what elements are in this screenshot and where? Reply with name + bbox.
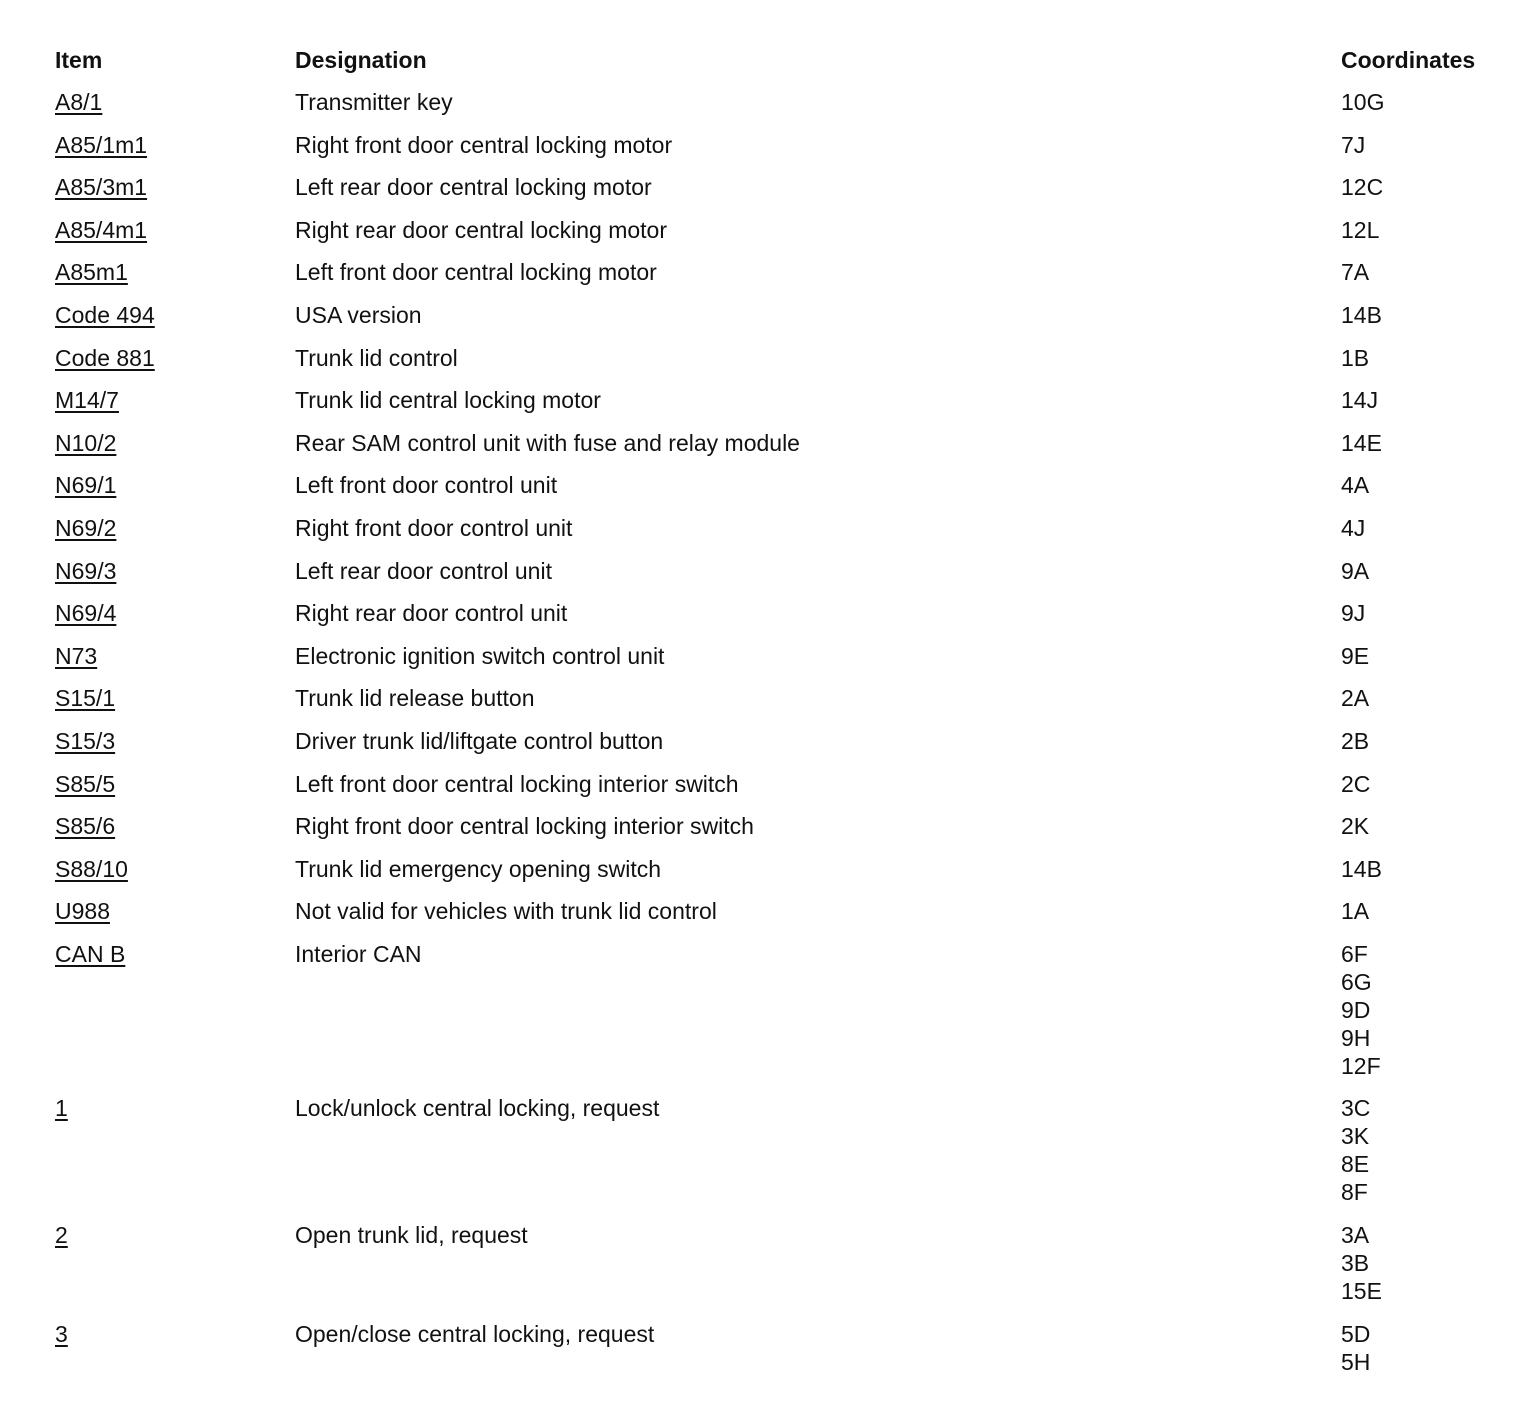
table-row (55, 770, 1515, 813)
designation-cell: Left front door control unit (295, 472, 558, 499)
coordinates-cell (1341, 940, 1515, 1095)
designation-cell: Left front door central locking interior switch (295, 770, 739, 797)
table-row (55, 940, 1515, 1095)
item-cell (55, 855, 295, 898)
item-link[interactable]: Code 494 (55, 301, 155, 328)
designation-cell: Right rear door central locking motor (295, 216, 667, 243)
coordinate-value: 2A (1341, 685, 1370, 712)
item-link[interactable]: A85/1m1 (55, 131, 148, 158)
coordinate-value: 6G (1341, 968, 1372, 995)
coordinates-cell (1341, 386, 1515, 429)
coordinates-column-header: Coordinates (1341, 47, 1476, 73)
designation-cell: Left rear door central locking motor (295, 174, 652, 201)
coordinates-cell (1341, 471, 1515, 514)
item-cell (55, 173, 295, 216)
table-row (55, 173, 1515, 216)
coordinate-value: 5H (1341, 1348, 1371, 1375)
legend-table-header (55, 46, 1515, 88)
designation-cell: Transmitter key (295, 89, 453, 115)
item-cell (55, 386, 295, 429)
coordinate-value: 4A (1341, 472, 1370, 499)
coordinate-value: 3C (1341, 1095, 1371, 1122)
coordinates-cell (1341, 258, 1515, 301)
item-link[interactable]: 1 (55, 1095, 68, 1122)
item-link[interactable]: S15/3 (55, 727, 116, 754)
coordinates-cell (1341, 514, 1515, 557)
item-link[interactable]: N10/2 (55, 429, 117, 456)
designation-cell: Rear SAM control unit with fuse and relay module (295, 429, 800, 456)
item-cell (55, 258, 295, 301)
coordinate-value: 3K (1341, 1123, 1370, 1150)
item-link[interactable]: A8/1 (55, 89, 103, 115)
coordinate-value: 12C (1341, 174, 1384, 201)
item-link[interactable]: M14/7 (55, 387, 119, 414)
coordinate-value: 2B (1341, 727, 1370, 754)
item-cell (55, 1221, 295, 1320)
item-link[interactable]: S88/10 (55, 855, 128, 882)
table-row (55, 1320, 1515, 1391)
coordinate-value: 3B (1341, 1250, 1370, 1277)
item-link[interactable]: S85/5 (55, 770, 116, 797)
item-link[interactable]: A85m1 (55, 259, 128, 286)
coordinates-cell (1341, 429, 1515, 472)
coordinate-value: 15E (1341, 1278, 1382, 1305)
table-row (55, 429, 1515, 472)
table-row (55, 301, 1515, 344)
coordinates-cell (1341, 557, 1515, 600)
item-cell (55, 88, 295, 131)
coordinates-cell (1341, 216, 1515, 259)
item-cell (55, 514, 295, 557)
designation-column-header: Designation (295, 47, 427, 73)
item-cell (55, 1320, 295, 1391)
coordinate-value: 4J (1341, 514, 1366, 541)
coordinates-cell (1341, 344, 1515, 387)
designation-cell: Right front door central locking interior switch (295, 813, 754, 840)
table-row (55, 88, 1515, 131)
item-link[interactable]: A85/3m1 (55, 174, 148, 201)
table-row (55, 897, 1515, 940)
coordinate-value: 9J (1341, 600, 1366, 627)
coordinate-value: 14B (1341, 301, 1382, 328)
item-link[interactable]: 3 (55, 1320, 68, 1347)
coordinates-cell (1341, 1094, 1515, 1221)
item-cell (55, 727, 295, 770)
table-row (55, 855, 1515, 898)
item-cell (55, 471, 295, 514)
designation-cell: Trunk lid control (295, 344, 458, 371)
item-link[interactable]: N69/3 (55, 557, 117, 584)
designation-cell: Interior CAN (295, 940, 422, 967)
coordinates-cell (1341, 855, 1515, 898)
item-cell (55, 599, 295, 642)
item-link[interactable]: 2 (55, 1222, 68, 1249)
designation-cell: Trunk lid central locking motor (295, 387, 601, 414)
designation-cell: Right front door central locking motor (295, 131, 673, 158)
table-row (55, 1094, 1515, 1221)
item-link[interactable]: N69/2 (55, 514, 117, 541)
coordinate-value: 9E (1341, 642, 1370, 669)
legend-table (55, 46, 1515, 1390)
coordinate-value: 2K (1341, 813, 1370, 840)
designation-cell: Left front door central locking motor (295, 259, 657, 286)
item-column-header: Item (55, 47, 103, 73)
table-row (55, 557, 1515, 600)
table-row (55, 344, 1515, 387)
coordinate-value: 10G (1341, 89, 1385, 115)
coordinates-cell (1341, 88, 1515, 131)
coordinates-cell (1341, 642, 1515, 685)
item-cell (55, 940, 295, 1095)
coordinate-value: 9D (1341, 996, 1371, 1023)
item-cell (55, 557, 295, 600)
item-cell (55, 131, 295, 174)
item-cell (55, 301, 295, 344)
coordinate-value: 3A (1341, 1222, 1370, 1249)
designation-cell: Lock/unlock central locking, request (295, 1095, 660, 1122)
coordinate-value: 7J (1341, 131, 1366, 158)
item-link[interactable]: CAN B (55, 940, 126, 967)
table-row (55, 599, 1515, 642)
coordinate-value: 9H (1341, 1024, 1371, 1051)
table-row (55, 642, 1515, 685)
designation-cell: Electronic ignition switch control unit (295, 642, 665, 669)
coordinates-cell (1341, 173, 1515, 216)
coordinate-value: 2C (1341, 770, 1371, 797)
coordinates-cell (1341, 812, 1515, 855)
table-row (55, 386, 1515, 429)
designation-cell: USA version (295, 301, 422, 328)
item-link[interactable]: N69/1 (55, 472, 117, 499)
coordinate-value: 7A (1341, 259, 1370, 286)
coordinate-value: 1A (1341, 898, 1370, 925)
item-cell (55, 684, 295, 727)
item-link[interactable]: N73 (55, 642, 98, 669)
item-link[interactable]: Code 881 (55, 344, 155, 371)
table-row (55, 258, 1515, 301)
coordinate-value: 5D (1341, 1320, 1371, 1347)
table-row (55, 812, 1515, 855)
coordinate-value: 8F (1341, 1179, 1368, 1206)
item-link[interactable]: U988 (55, 898, 110, 925)
table-row (55, 727, 1515, 770)
item-cell (55, 429, 295, 472)
designation-cell: Left rear door control unit (295, 557, 552, 584)
item-link[interactable]: A85/4m1 (55, 216, 148, 243)
table-row (55, 216, 1515, 259)
legend-table-body (55, 88, 1515, 1390)
coordinates-cell (1341, 1221, 1515, 1320)
item-link[interactable]: N69/4 (55, 600, 117, 627)
table-row (55, 684, 1515, 727)
item-cell (55, 812, 295, 855)
coordinate-value: 12F (1341, 1052, 1381, 1079)
item-cell (55, 216, 295, 259)
designation-cell: Right front door control unit (295, 514, 573, 541)
coordinate-value: 14B (1341, 855, 1382, 882)
coordinates-cell (1341, 301, 1515, 344)
table-row (55, 471, 1515, 514)
coordinates-cell (1341, 897, 1515, 940)
coordinates-cell (1341, 131, 1515, 174)
coordinate-value: 6F (1341, 940, 1368, 967)
coordinate-value: 9A (1341, 557, 1370, 584)
coordinates-cell (1341, 1320, 1515, 1391)
coordinate-value: 8E (1341, 1151, 1370, 1178)
designation-cell: Trunk lid emergency opening switch (295, 855, 662, 882)
designation-cell: Open/close central locking, request (295, 1320, 655, 1347)
legend-document (55, 46, 1515, 1390)
item-cell (55, 344, 295, 387)
item-cell (55, 897, 295, 940)
designation-cell: Open trunk lid, request (295, 1222, 528, 1249)
item-link[interactable]: S15/1 (55, 685, 116, 712)
coordinates-cell (1341, 770, 1515, 813)
item-cell (55, 642, 295, 685)
designation-cell: Not valid for vehicles with trunk lid control (295, 898, 717, 925)
coordinate-value: 14J (1341, 387, 1379, 414)
item-cell (55, 1094, 295, 1221)
header-row (55, 46, 1515, 88)
table-row (55, 1221, 1515, 1320)
table-row (55, 131, 1515, 174)
designation-cell: Driver trunk lid/liftgate control button (295, 727, 664, 754)
designation-cell: Trunk lid release button (295, 685, 535, 712)
coordinates-cell (1341, 684, 1515, 727)
table-row (55, 514, 1515, 557)
coordinates-cell (1341, 599, 1515, 642)
designation-cell: Right rear door control unit (295, 600, 568, 627)
coordinate-value: 14E (1341, 429, 1382, 456)
coordinates-cell (1341, 727, 1515, 770)
item-cell (55, 770, 295, 813)
coordinate-value: 12L (1341, 216, 1380, 243)
coordinate-value: 1B (1341, 344, 1370, 371)
item-link[interactable]: S85/6 (55, 813, 116, 840)
